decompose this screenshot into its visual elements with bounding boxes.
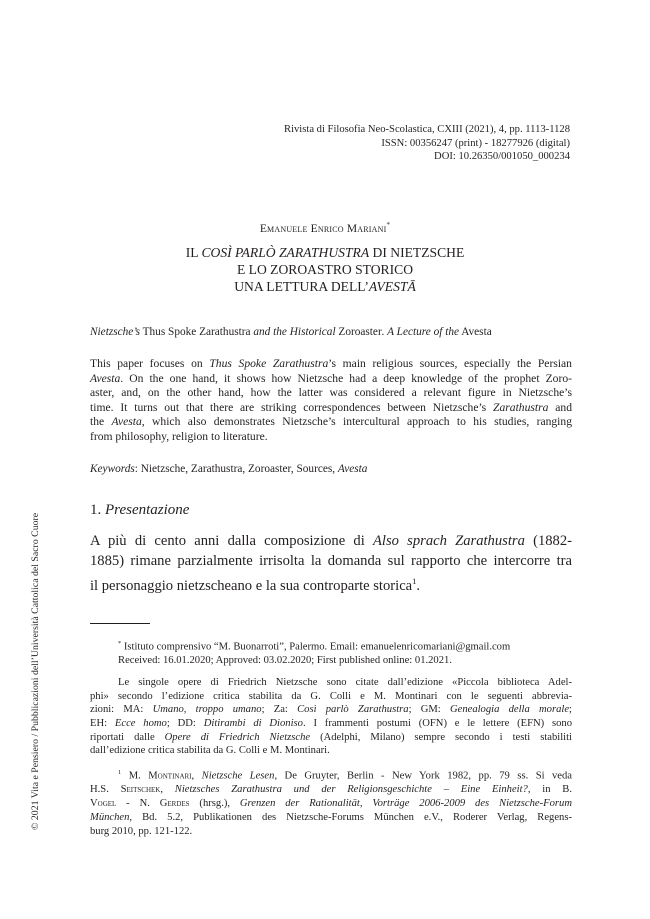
keywords-list: : Nietzsche, Zarathustra, Zoroaster, Sources, (134, 463, 338, 475)
en-title-part: Thus Spoke Zarathustra (140, 326, 254, 338)
footnote-gap (90, 668, 572, 676)
title-line-3 (0, 278, 650, 295)
footnote-author: Montinari (148, 770, 192, 782)
footnote-text: Ditirambi di Dioniso (203, 718, 303, 730)
abstract-text: Thus Spoke Zarathustra (209, 357, 329, 370)
abstract-line (90, 401, 572, 416)
copyright-notice: © 2021 Vita e Pensiero / Pubblicazioni dell’Università Cattolica del Sacro Cuore (30, 512, 41, 830)
footnote-1-line: burg 2010, pp. 121-122. (90, 825, 193, 837)
footnote-sigla-line: phi» secondo l’edizione critica stabilita da G. Colli e M. Montinari con le seguenti abbrevia- (90, 690, 572, 702)
footnote-text: . I frammenti postumi (OFN) e le lettere (EFN) sono (302, 718, 573, 730)
title-text: DI NIETZSCHE (369, 245, 465, 260)
footnote-text: - N. (116, 798, 160, 810)
footnote-text: , (160, 784, 175, 796)
abstract-text: and (548, 400, 572, 414)
journal-citation (190, 123, 570, 164)
body-line (90, 531, 572, 551)
title-work: AVESTĀ (368, 279, 416, 294)
footnote-text: ; GM: (408, 704, 450, 716)
section-heading (90, 502, 189, 519)
footnote-author: Gerdes (159, 798, 190, 810)
en-title-part: Nietzsche’s (90, 326, 140, 338)
author-name-text: Emanuele Enrico Mariani (259, 222, 387, 235)
title-line-2: E LO ZOROASTRO STORICO (236, 262, 414, 277)
article-title (0, 244, 650, 295)
footnote-text: Genealogia della morale (449, 704, 570, 716)
footnote-ref: 1 (412, 576, 417, 586)
footnote-text: M. (121, 770, 149, 782)
abstract-text: Zarathustra (493, 400, 549, 414)
keywords (90, 463, 572, 475)
body-text: (1882- (524, 533, 573, 549)
title-text: UNA LETTURA DELL’ (234, 279, 369, 294)
body-line: 1885) rimane parzialmente irrisolta la domanda sul rapporto che intercorre tra (90, 553, 572, 569)
footnote-text: (hrsg.), (189, 798, 240, 810)
footnote-text: ; (569, 704, 572, 716)
body-text: il personaggio nietzscheano e la sua controparte storica (90, 577, 413, 594)
footnote-text: Così parlò Zarathustra (297, 704, 409, 716)
section-number: 1. (90, 502, 105, 518)
footnote-affiliation (90, 637, 572, 654)
abstract-text: ’s main religious sources, especially the Persian (328, 357, 572, 370)
author-footnote-mark: * (386, 221, 391, 229)
footnote-text: Umano, troppo umano (152, 704, 262, 716)
footnote-mark: * (118, 640, 122, 647)
footnote-text: ; DD: (166, 718, 204, 730)
english-title (90, 326, 570, 338)
section-title: Presentazione (105, 502, 190, 518)
keywords-list: Avesta (337, 463, 368, 475)
abstract-line (90, 372, 572, 387)
footnote-1-line (90, 811, 572, 825)
body-text: Also sprach Zarathustra (373, 533, 525, 549)
footnote-1-line (90, 783, 572, 797)
footnote-text: zioni: MA: (90, 704, 153, 716)
en-title-part: and the Historical (253, 326, 336, 338)
abstract-text: Avesta (90, 371, 121, 385)
footnote-author: Vogel (90, 798, 117, 810)
journal-doi: DOI: 10.26350/001050_000234 (434, 151, 570, 162)
abstract (90, 357, 572, 444)
title-line-1 (0, 244, 650, 261)
abstract-line (90, 357, 572, 372)
footnote-mark: 1 (118, 769, 122, 777)
footnote-sigla-line: dall’edizione critica stabilita da G. Colli e M. Montinari. (90, 745, 330, 757)
footnote-sigla-line (90, 703, 572, 717)
body-line (90, 571, 572, 596)
footnote-sigla-line (90, 717, 572, 731)
footnote-work: Grenzen der Rationalität, Vorträge 2006-2009 des Nietzsche-Forum (239, 798, 572, 810)
abstract-text: This paper focuses on (90, 357, 210, 370)
footnote-text: ; Za: (261, 704, 298, 716)
footnote-gap (90, 758, 572, 766)
abstract-line: aster, and, on the other hand, how the latter was considered a relevant figure in Nietzsche’s (90, 386, 572, 399)
footnote-text: , in B. (527, 784, 573, 796)
abstract-text: Avesta (111, 415, 142, 428)
abstract-line: from philosophy, religion to literature. (90, 429, 268, 443)
body-text: . (416, 577, 421, 594)
abstract-text: the (90, 415, 112, 428)
footnote-text: H.S. (90, 784, 121, 796)
footnote-author: Seitschek (120, 784, 161, 796)
footnote-text: Ecce homo (114, 718, 167, 730)
en-title-part: Avesta (459, 326, 492, 338)
footnote-text: , Bd. 5.2, Publikationen des Nietzsche-Forums München e.V., Roderer Verlag, Regens- (129, 811, 572, 823)
footnote-text: Opere di Friedrich Nietzsche (164, 731, 311, 743)
footnote-work: Nietzsches Zarathustra und der Religionsgeschichte – Eine Einheit? (174, 784, 528, 796)
abstract-line (90, 415, 572, 430)
footnote-text: , De Gruyter, Berlin - New York 1982, pp. 79 ss. Si veda (274, 770, 572, 782)
abstract-text: , which also demonstrates Nietzsche’s intercultural approach to his studies, ranging (141, 415, 572, 428)
footnote-work: München (90, 811, 130, 823)
journal-issn: ISSN: 00356247 (print) - 18277926 (digital) (381, 137, 570, 149)
footnote-text: riportati dalle (90, 731, 165, 743)
footnote-text: , (191, 770, 202, 782)
footnote-dates: Received: 16.01.2020; Approved: 03.02.2020; First published online: 01.2021. (118, 655, 452, 667)
footnote-sigla-line (90, 731, 572, 745)
footnote-separator (90, 623, 150, 624)
en-title-part: . A Lecture of the (381, 326, 459, 338)
title-work: COSÌ PARLÒ ZARATHUSTRA (201, 245, 370, 260)
footnotes (90, 637, 572, 838)
footnote-text: EH: (90, 718, 115, 730)
journal-issue: Rivista di Filosofia Neo-Scolastica, CXIII (2021), 4, pp. 1113-1128 (284, 124, 570, 135)
title-text: IL (185, 245, 202, 260)
footnote-1-line (90, 766, 572, 783)
footnote-work: Nietzsche Lesen (201, 770, 275, 782)
footnote-sigla-line: Le singole opere di Friedrich Nietzsche sono citate dall’edizione «Piccola biblioteca Adel- (118, 676, 572, 688)
author-name (0, 221, 650, 235)
body-text: A più di cento anni dalla composizione di (90, 533, 373, 549)
body-paragraph (90, 531, 572, 596)
footnote-text: Istituto comprensivo “M. Buonarroti”, Palermo. Email: emanuelenricomariani@gmail.com (121, 641, 511, 653)
keywords-label: Keywords (90, 463, 135, 475)
en-title-part: Zoroaster (335, 326, 382, 338)
abstract-text: . On the one hand, it shows how Nietzsche had a deep knowledge of the prophet Zoro- (120, 371, 572, 385)
footnote-1-line (90, 797, 572, 811)
abstract-text: time. It turns out that there are striking correspondences between Nietzsche’s (90, 400, 494, 414)
footnote-text: (Adelphi, Milano) sempre secondo i testi stabiliti (310, 731, 572, 743)
